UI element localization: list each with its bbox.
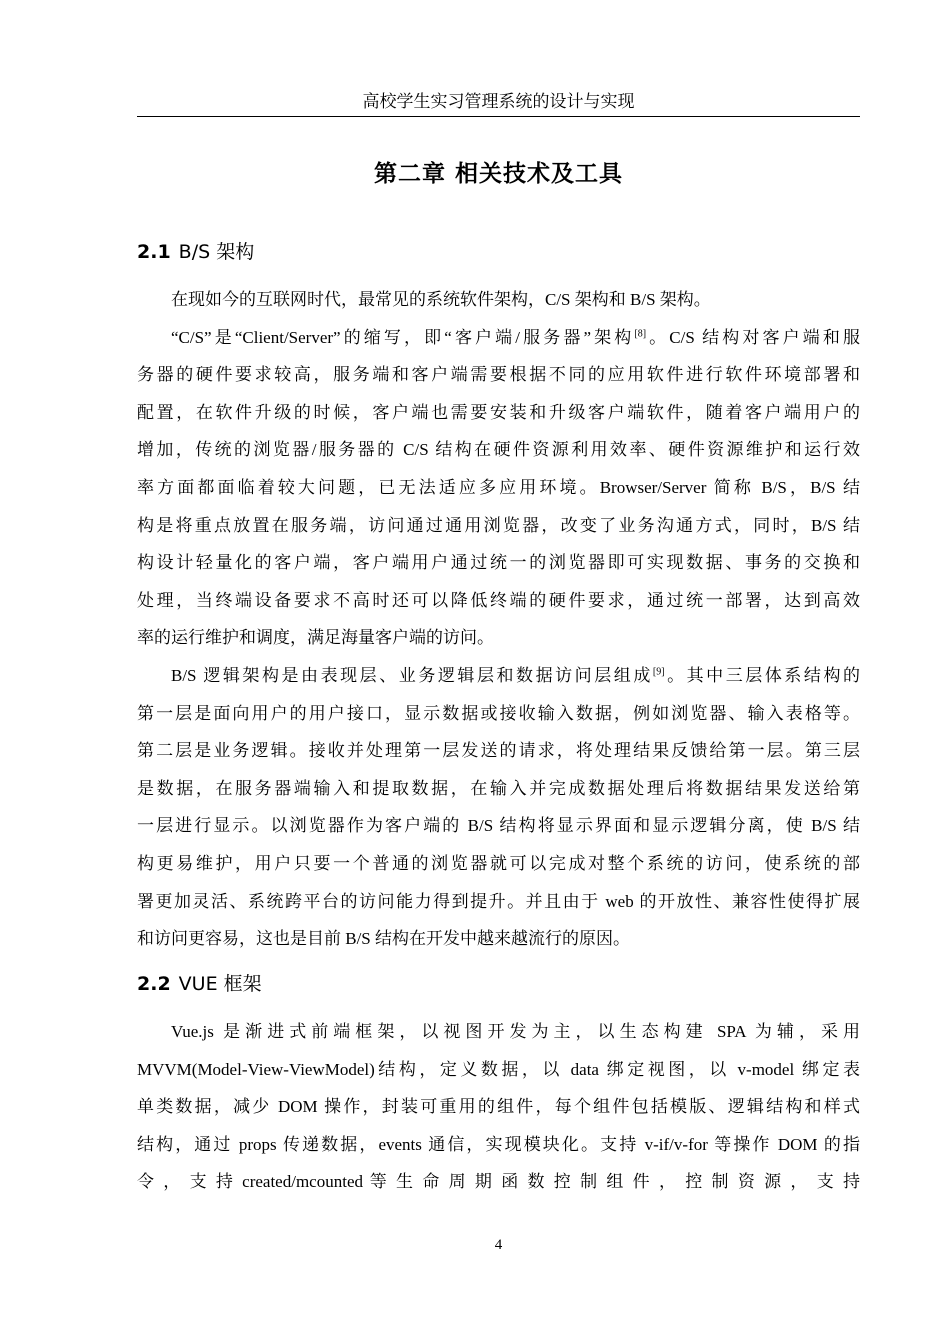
- section-2-1-body: [137, 281, 860, 958]
- text-run: 。其中三层体系结构的: [664, 665, 861, 685]
- citation-ref: [9]: [652, 666, 665, 678]
- paragraph-line: 构更易维护，用户只要一个普通的浏览器就可以完成对整个系统的访问，使系统的部: [137, 853, 860, 873]
- header-rule: [137, 116, 860, 117]
- text-run: 。C/S 结构对客户端和服: [646, 327, 860, 347]
- paragraph-line: 增加，传统的浏览器/服务器的 C/S 结构在硬件资源利用效率、硬件资源维护和运行效: [137, 440, 860, 460]
- paragraph-line: 一层进行显示。以浏览器作为客户端的 B/S 结构将显示界面和显示逻辑分离，使 B/S 结: [137, 816, 860, 836]
- section-title: B/S 架构: [178, 241, 255, 263]
- paragraph-line: 是数据，在服务器端输入和提取数据，在输入并完成数据处理后将数据结果发送给第: [137, 778, 860, 798]
- section-2-2-body: [137, 1013, 860, 1201]
- paragraph-line: [137, 657, 860, 695]
- paragraph-line: [137, 319, 860, 357]
- text-run: B/S 逻辑架构是由表现层、业务逻辑层和数据访问层组成: [171, 665, 653, 685]
- paragraph-line: Vue.js 是渐进式前端框架，以视图开发为主，以生态构建 SPA 为辅，采用: [171, 1022, 860, 1041]
- paragraph-line: 构设计轻量化的客户端，客户端用户通过统一的浏览器即可实现数据、事务的交换和: [137, 553, 860, 573]
- paragraph-line: 单类数据，减少 DOM 操作，封装可重用的组件，每个组件包括模版、逻辑结构和样式: [137, 1097, 860, 1117]
- text-run: “C/S”是“Client/Server”的缩写，即“客户端/服务器”架构: [171, 327, 635, 347]
- section-title: VUE 框架: [178, 973, 262, 995]
- paragraph-line: 第二层是业务逻辑。接收并处理第一层发送的请求，将处理结果反馈给第一层。第三层: [137, 741, 860, 761]
- paragraph-line: 结构，通过 props 传递数据，events 通信，实现模块化。支持 v-if/v-for 等操作 DOM 的指: [137, 1134, 860, 1154]
- paragraph-line: 在现如今的互联网时代，最常见的系统软件架构，C/S 架构和 B/S 架构。: [171, 290, 711, 309]
- section-heading-2-1: [137, 239, 254, 265]
- paragraph-line: 配置，在软件升级的时候，客户端也需要安装和升级客户端软件，随着客户端用户的: [137, 402, 860, 422]
- section-number: 2.1: [137, 241, 171, 263]
- chapter-title: 第二章 相关技术及工具: [373, 161, 623, 187]
- paragraph-line: MVVM(Model-View-ViewModel)结构，定义数据，以 data 绑定视图，以 v-model 绑定表: [137, 1059, 860, 1079]
- section-number: 2.2: [137, 973, 171, 995]
- page-number: 4: [494, 1237, 503, 1253]
- citation-ref: [8]: [634, 327, 647, 339]
- paragraph-line: 务器的硬件要求较高，服务端和客户端需要根据不同的应用软件进行软件环境部署和: [137, 365, 860, 385]
- paragraph-line: 处理，当终端设备要求不高时还可以降低终端的硬件要求，通过统一部署，达到高效: [137, 590, 860, 610]
- paragraph-line: 和访问更容易，这也是目前 B/S 结构在开发中越来越流行的原因。: [137, 929, 631, 949]
- paragraph-line: 第一层是面向用户的用户接口，显示数据或接收输入数据，例如浏览器、输入表格等。: [137, 703, 860, 723]
- running-header: 高校学生实习管理系统的设计与实现: [362, 92, 635, 111]
- paragraph-line: 署更加灵活、系统跨平台的访问能力得到提升。并且由于 web 的开放性、兼容性使得扩展: [137, 891, 860, 911]
- section-heading-2-2: [137, 971, 262, 997]
- paragraph-line: 构是将重点放置在服务端，访问通过通用浏览器，改变了业务沟通方式，同时，B/S 结: [137, 515, 860, 535]
- paragraph-line: 令 ， 支 持 created/mcounted 等 生 命 周 期 函 数 控 制 组 件 ， 控 制 资 源 ， 支 持: [137, 1172, 860, 1192]
- paragraph-line: 率方面都面临着较大问题，已无法适应多应用环境。Browser/Server 简称 B/S，B/S 结: [137, 477, 860, 497]
- paragraph-line: 率的运行维护和调度，满足海量客户端的访问。: [137, 628, 494, 648]
